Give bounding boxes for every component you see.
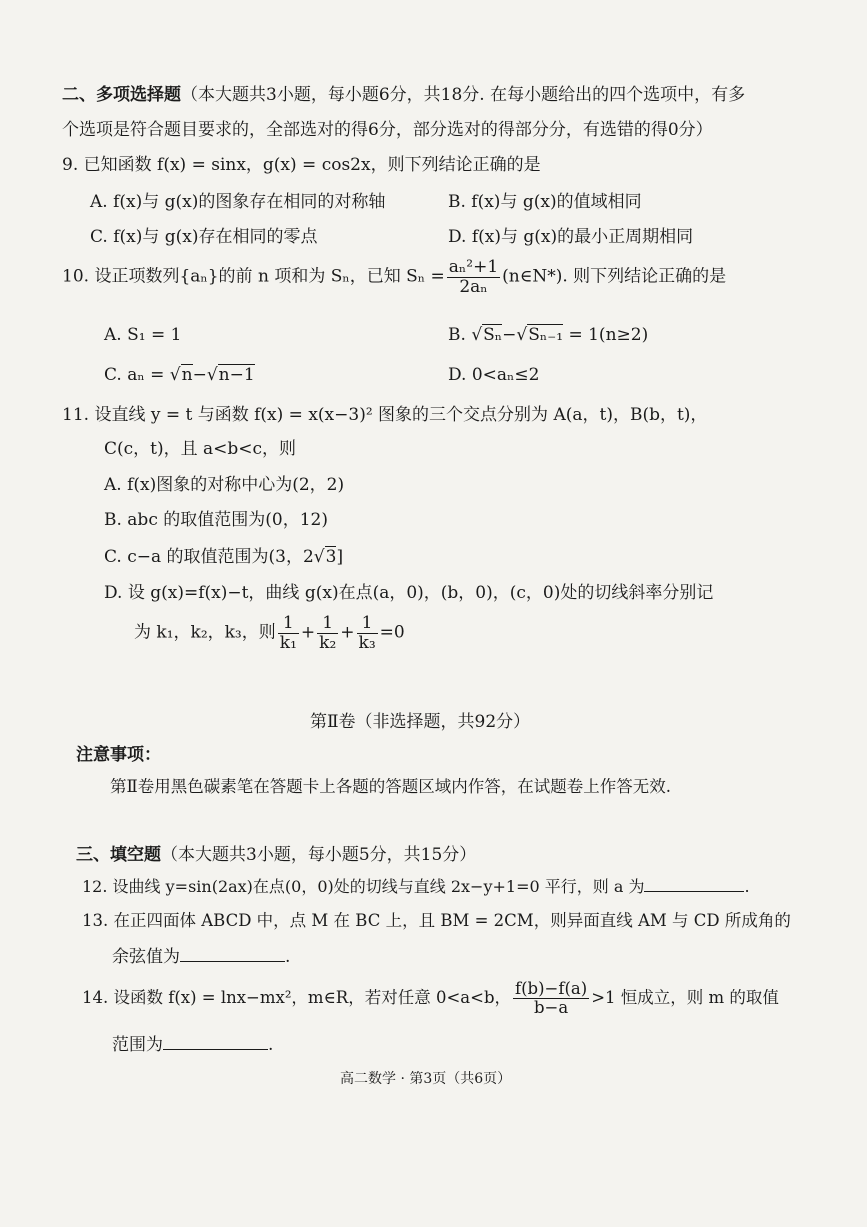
page-footer: 高二数学 · 第3页（共6页） [340,1071,512,1087]
q11-d2-suffix: =0 [379,622,405,643]
q10-b-root2: Sₙ₋₁ [528,325,564,345]
q14-suffix: >1 恒成立，则 m 的取值 [591,988,779,1008]
q11-stem-2: C(c，t)，且 a<b<c，则 [104,439,297,459]
q11-frac-2-den: k₂ [319,632,337,653]
q10-c-root1: n [181,365,193,385]
q14-end: . [268,1035,274,1055]
q13-line-1: 13. 在正四面体 ABCD 中，点 M 在 BC 上，且 BM = 2CM，则异面直线 AM 与 CD 所成角的 [82,911,791,930]
q14-label: 范围为 [112,1035,163,1055]
q13-line-2 [112,942,290,967]
q10-c-prefix: C. aₙ = [104,365,170,385]
q11-stem-1: 11. 设直线 y = t 与函数 f(x) = x(x−3)² 图象的三个交点分别为 A(a，t)，B(b，t)， [62,405,708,425]
notice-title: 注意事项： [76,745,161,765]
part-2-heading: 第Ⅱ卷（非选择题，共92分） [310,712,531,732]
section-2-header [62,80,745,105]
q10-stem-b: (n∈N*). 则下列结论正确的是 [502,266,727,287]
q11-option-a: A. f(x)图象的对称中心为(2，2) [104,475,345,495]
q13-end: . [285,947,291,967]
q9-option-d: D. f(x)与 g(x)的最小正周期相同 [448,227,694,247]
q11-frac-1-den: k₁ [279,632,297,653]
q13-answer-blank [180,960,285,962]
q10-b-prefix: B. [448,325,472,345]
q14-fraction [513,980,589,1017]
q10-stem [62,258,726,296]
q11-option-d-1: D. 设 g(x)=f(x)−t，曲线 g(x)在点(a，0)，(b，0)，(c，0)处的切线斜率分别记 [104,583,714,603]
q11-frac-1 [278,614,299,652]
section-2-desc-cont: 个选项是符合题目要求的，全部选对的得6分，部分选对的得部分分，有选错的得0分） [62,120,713,140]
q9-option-b: B. f(x)与 g(x)的值域相同 [448,192,642,212]
q10-c-minus: − [192,365,207,385]
q14-fraction-num: f(b)−f(a) [515,979,588,998]
q11-frac-3 [357,614,378,652]
q11-frac-3-num: 1 [357,614,378,634]
q12 [82,874,750,897]
q10-option-d: D. 0<aₙ≤2 [448,365,540,385]
q9-option-a: A. f(x)与 g(x)的图象存在相同的对称轴 [90,192,386,212]
q11-d2-prefix: 为 k₁，k₂，k₃，则 [134,622,276,643]
q9-stem: 9. 已知函数 f(x) = sinx，g(x) = cos2x，则下列结论正确的是 [62,155,541,175]
q10-option-b: B. √Sₙ−√Sₙ₋₁ = 1(n≥2) [448,325,649,345]
q11-c-prefix: C. c−a 的取值范围为(3，2 [104,547,314,567]
q14-fraction-den: b−a [533,998,569,1018]
q12-text: 12. 设曲线 y=sin(2ax)在点(0，0)处的切线与直线 2x−y+1=0 平行，则 a 为 [82,877,645,896]
q11-frac-2-num: 1 [317,614,338,634]
q14-answer-blank [163,1048,268,1050]
q11-option-c: C. c−a 的取值范围为(3，2√3] [104,547,344,567]
q11-plus-2: + [340,622,355,643]
q11-frac-3-den: k₃ [358,632,376,653]
q10-c-root2: n−1 [218,365,255,385]
section-3-desc: （本大题共3小题，每小题5分，共15分） [161,845,477,865]
q10-b-root1: Sₙ [483,325,503,345]
q9-option-c: C. f(x)与 g(x)存在相同的零点 [90,227,318,247]
q11-c-root: 3 [325,547,337,567]
q14-prefix: 14. 设函数 f(x) = lnx−mx²，m∈R，若对任意 0<a<b， [82,988,512,1008]
q10-option-c: C. aₙ = √n−√n−1 [104,365,255,385]
section-3-header [76,840,476,865]
q10-fraction [447,258,500,296]
q12-end: . [744,877,750,896]
q11-plus-1: + [300,622,316,643]
notice-text: 第Ⅱ卷用黑色碳素笔在答题卡上各题的答题区域内作答，在试题卷上作答无效. [110,777,671,796]
q11-c-suffix: ] [336,547,344,567]
section-3-title: 三、填空题 [76,845,161,865]
section-2-title: 二、多项选择题 [62,85,181,105]
q10-fraction-num: aₙ²+1 [448,257,499,277]
q12-answer-blank [644,890,744,892]
q13-label: 余弦值为 [112,947,180,967]
q14-line-2 [112,1030,273,1055]
q14-line-1 [82,980,779,1017]
section-2-desc: （本大题共3小题，每小题6分，共18分. 在每小题给出的四个选项中，有多 [181,85,746,105]
q10-fraction-den: 2aₙ [459,276,488,297]
q11-option-b: B. abc 的取值范围为(0，12) [104,510,328,530]
q11-frac-1-num: 1 [278,614,299,634]
q10-option-a: A. S₁ = 1 [104,325,182,345]
q10-stem-a: 10. 设正项数列{aₙ}的前 n 项和为 Sₙ，已知 Sₙ = [62,266,445,287]
q11-option-d-2 [134,614,405,652]
q10-b-suffix: = 1(n≥2) [563,325,649,345]
q10-b-minus: − [502,325,517,345]
q11-frac-2 [317,614,338,652]
